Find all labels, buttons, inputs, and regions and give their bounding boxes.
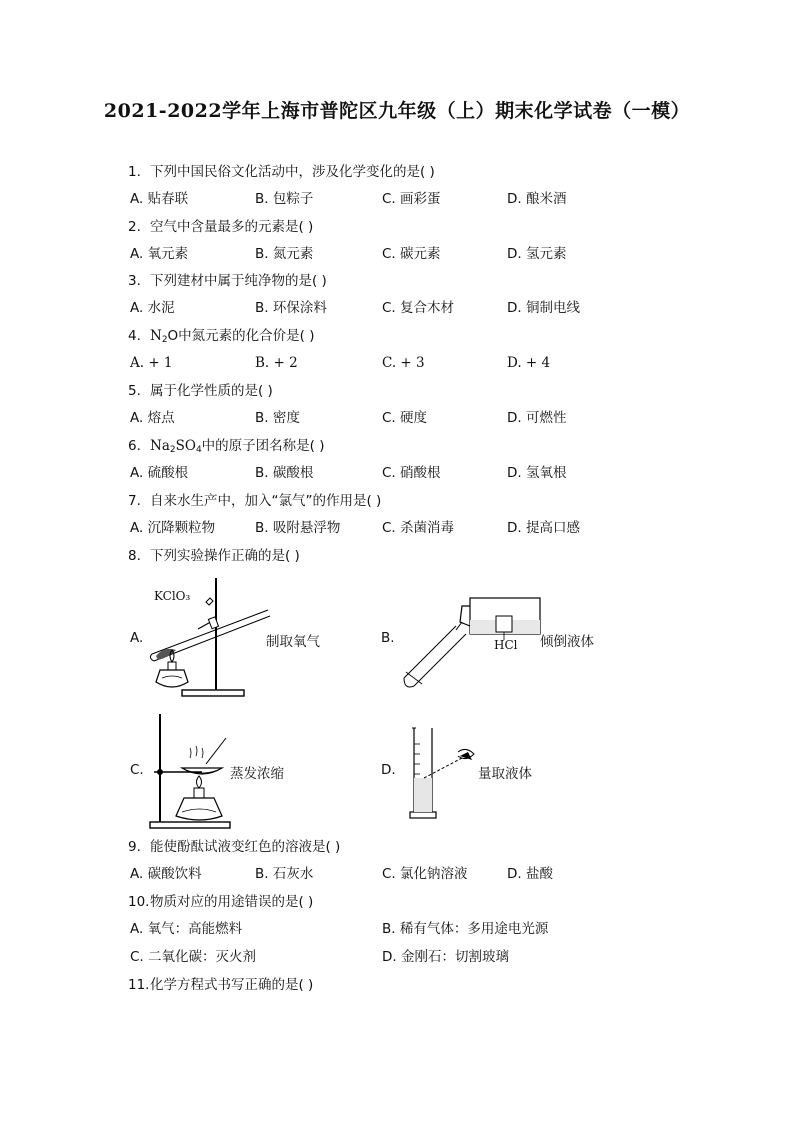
figure-a-letter: A.: [130, 630, 144, 646]
option-c: C. 复合木材: [382, 300, 455, 316]
figure-b-label: 倾倒液体: [540, 634, 594, 650]
question-5: [128, 382, 273, 400]
question-text: 属于化学性质的是( ): [150, 383, 273, 399]
question-number: 7.: [128, 493, 141, 509]
option-d: D. 可燃性: [507, 410, 567, 426]
figure-c-apparatus: [146, 712, 236, 832]
option-b: B. + 2: [255, 355, 298, 371]
option-a: A. 熔点: [130, 410, 175, 426]
formula-na: Na: [150, 438, 170, 454]
question-8: [128, 547, 300, 565]
option-c: C. 杀菌消毒: [382, 520, 455, 536]
option-c: C. + 3: [382, 355, 425, 371]
option-d: D. 提高口感: [507, 520, 580, 536]
option-b: B. 碳酸根: [255, 465, 314, 481]
option-c: C. 硝酸根: [382, 465, 441, 481]
option-d: D. 铜制电线: [507, 300, 580, 316]
option-c: C. 画彩蛋: [382, 191, 441, 207]
option-d: D. 氢氧根: [507, 465, 567, 481]
page-title: 2021-2022学年上海市普陀区九年级（上）期末化学试卷（一模）: [103, 100, 691, 122]
figure-b-apparatus: [400, 592, 550, 692]
figure-b-letter: B.: [381, 630, 395, 646]
question-1: [128, 163, 435, 181]
option-d: D. 盐酸: [507, 866, 553, 882]
question-4: [128, 327, 315, 349]
question-text: 化学方程式书写正确的是( ): [150, 977, 314, 993]
question-number: 10.: [128, 894, 150, 910]
question-9: [128, 838, 340, 856]
question-number: 11.: [128, 977, 150, 993]
formula-subscript: 4: [195, 445, 202, 455]
question-number: 6.: [128, 438, 141, 454]
option-a: A. 水泥: [130, 300, 175, 316]
question-text: 下列建材中属于纯净物的是( ): [150, 273, 327, 289]
question-text: 能使酚酞试液变红色的溶液是( ): [150, 839, 341, 855]
question-text: 自来水生产中，加入“氯气”的作用是( ): [150, 493, 382, 509]
question-number: 9.: [128, 839, 141, 855]
question-number: 5.: [128, 383, 141, 399]
option-a: A. 氧气：高能燃料: [130, 921, 243, 937]
option-d: D. 酿米酒: [507, 191, 567, 207]
question-3: [128, 272, 327, 290]
formula-subscript: 2: [169, 445, 176, 455]
question-number: 1.: [128, 164, 141, 180]
question-7: [128, 492, 381, 510]
option-c: C. 二氧化碳：灭火剂: [130, 949, 257, 965]
option-a: A. 氧元素: [130, 246, 189, 262]
option-b: B. 稀有气体：多用途电光源: [382, 921, 549, 937]
formula-so: SO: [175, 438, 196, 454]
figure-d-apparatus: [402, 722, 482, 822]
question-text: 下列实验操作正确的是( ): [150, 548, 300, 564]
figure-d-label: 量取液体: [478, 766, 532, 782]
option-a: A. 硫酸根: [130, 465, 189, 481]
option-a: A. 沉降颗粒物: [130, 520, 216, 536]
option-a: A. + 1: [130, 355, 173, 371]
question-text: 中的原子团名称是( ): [201, 438, 325, 454]
question-text: 空气中含量最多的元素是( ): [150, 219, 314, 235]
option-b: B. 吸附悬浮物: [255, 520, 341, 536]
question-text: 下列中国民俗文化活动中，涉及化学变化的是( ): [150, 164, 435, 180]
question-number: 3.: [128, 273, 141, 289]
figure-c-letter: C.: [130, 762, 144, 778]
option-b: B. 环保涂料: [255, 300, 327, 316]
option-a: A. 贴春联: [130, 191, 189, 207]
option-d: D. + 4: [507, 355, 551, 371]
option-c: C. 硬度: [382, 410, 428, 426]
option-c: C. 氯化钠溶液: [382, 866, 468, 882]
figure-b-chem: HCl: [494, 638, 518, 652]
formula-subscript: 2: [161, 335, 168, 345]
question-11: [128, 976, 313, 994]
option-a: A. 碳酸饮料: [130, 866, 202, 882]
option-b: B. 氮元素: [255, 246, 314, 262]
question-number: 4.: [128, 328, 141, 344]
question-number: 2.: [128, 219, 141, 235]
option-c: C. 碳元素: [382, 246, 441, 262]
figure-a-chem: KClO₃: [154, 589, 191, 603]
question-text: O中氮元素的化合价是( ): [167, 328, 315, 344]
formula-n2o-n: N: [150, 328, 162, 344]
figure-c-label: 蒸发浓缩: [230, 766, 284, 782]
option-b: B. 石灰水: [255, 866, 314, 882]
option-b: B. 包粽子: [255, 191, 314, 207]
question-2: [128, 218, 313, 236]
question-text: 物质对应的用途错误的是( ): [150, 894, 314, 910]
question-number: 8.: [128, 548, 141, 564]
figure-d-letter: D.: [381, 762, 396, 778]
figure-a-label: 制取氧气: [266, 634, 320, 650]
option-d: D. 金刚石：切割玻璃: [382, 949, 509, 965]
question-6: [128, 437, 325, 459]
option-b: B. 密度: [255, 410, 300, 426]
question-10: [128, 893, 313, 911]
option-d: D. 氢元素: [507, 246, 567, 262]
